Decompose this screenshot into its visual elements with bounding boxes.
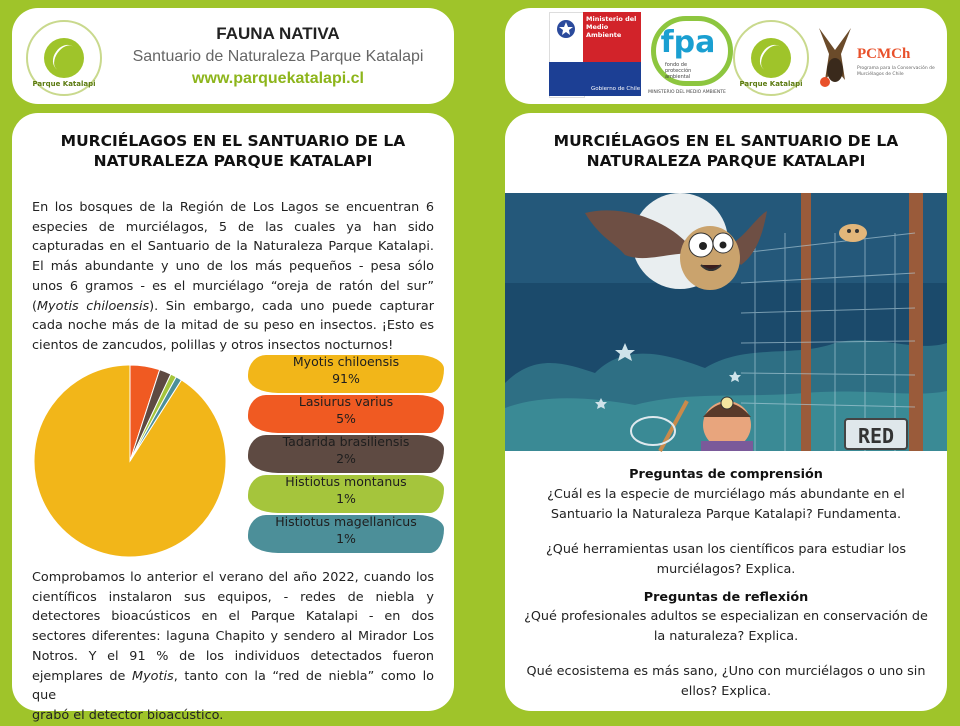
legend-percentage: 1% (336, 531, 356, 546)
title-line: NATURALEZA PARQUE KATALAPI (586, 152, 866, 170)
ministry-line: Ambiente (586, 31, 622, 39)
title-line: MURCIÉLAGOS EN EL SANTUARIO DE LA (60, 132, 406, 150)
left-info-card (12, 113, 454, 723)
legend-percentage: 1% (336, 491, 356, 506)
comprehension-question-2 (515, 540, 937, 580)
legend-entry (248, 433, 444, 467)
fpa-logo (647, 14, 727, 98)
reflection-heading: Preguntas de reflexión (643, 590, 809, 605)
bat-icon (813, 24, 857, 90)
website-link[interactable]: www.parquekatalapi.cl (192, 70, 364, 87)
question-line: ¿Cuál es la especie de murciélago más abundante en el (547, 487, 905, 502)
closing-paragraph (32, 568, 434, 726)
text-line: especies de murciélagos, 5 de las cuales ya han sido (32, 219, 434, 235)
pcmch-logo (813, 24, 943, 94)
legend-label: Myotis chiloensis (292, 354, 400, 369)
pcmch-caption: Programa para la Conservación de Murciélagos de Chile (857, 66, 935, 77)
katalapi-logo (26, 20, 102, 96)
question-line: murciélagos? Explica. (656, 562, 796, 577)
bat-net-illustration (505, 193, 947, 451)
text-line: detectores bioacústicos en el Parque Katalapi - en dos (32, 609, 434, 625)
species-pie-chart (32, 363, 228, 559)
text-line: científicos instalaron sus equipos, - redes de niebla y (32, 589, 434, 605)
fpa-caption: fondo de protección ambiental (665, 62, 692, 80)
text-line: En los bosques de la Región de Los Lagos se encuentran 6 (32, 200, 434, 215)
ministry-logo (549, 12, 641, 96)
card-title (529, 131, 923, 171)
net-sign (845, 419, 907, 449)
reflection-question-2 (515, 662, 937, 702)
legend-percentage: 2% (336, 451, 356, 466)
legend-label: Histiotus montanus (285, 474, 407, 489)
legend-label: Tadarida brasiliensis (282, 434, 410, 449)
net-pole (909, 193, 923, 451)
comprehension-heading: Preguntas de comprensión (629, 467, 823, 482)
fpa-footer: MINISTERIO DEL MEDIO AMBIENTE (648, 90, 726, 95)
header-subtitle: Santuario de Naturaleza Parque Katalapi (132, 48, 424, 65)
text-line: (Myotis chiloensis). Sin embargo, cada uno puede capturar (32, 298, 434, 314)
text-line: grabó el detector bioacústico. (32, 707, 224, 723)
legend-entry (248, 393, 444, 427)
card-title (36, 131, 430, 171)
text-line: sectores diferentes: laguna Chapito y sendero al Mirador Los (32, 629, 434, 645)
text-line: Comprobamos lo anterior el verano del año 2022, cuando los (32, 570, 434, 585)
text-line: cientos de zancudos, polillas y otros insectos nocturnos! (32, 337, 394, 353)
header-left-card (12, 8, 454, 104)
legend-label: Lasiurus varius (298, 394, 394, 409)
coat-of-arms-icon (555, 18, 577, 40)
question-line: ¿Qué herramientas usan los científicos para estudiar los (545, 542, 907, 557)
text-line: ejemplares de Myotis, tanto con la “red de niebla” como lo que (32, 668, 434, 704)
text-line: unos 6 gramos - es el murciélago “oreja de ratón del sur” (32, 278, 434, 294)
intro-paragraph (32, 198, 434, 356)
legend-label: Histiotus magellanicus (275, 514, 417, 529)
question-line: la naturaleza? Explica. (653, 629, 799, 644)
question-line: ¿Qué profesionales adultos se especializan en conservación de (524, 609, 928, 624)
text-line: capturadas en el Santuario de la Naturaleza Parque Katalapi. (32, 239, 434, 255)
logo-text: Parque Katalapi (739, 80, 803, 88)
question-line: Santuario la Naturaleza Parque Katalapi? Fundamenta. (550, 507, 902, 522)
legend-percentage: 91% (332, 371, 360, 386)
comprehension-question-1 (515, 485, 937, 525)
text-line: Notros. Y el 91 % de los individuos detectados fueron (32, 648, 434, 664)
legend-entry (248, 473, 444, 507)
sign-text: RED (857, 424, 895, 448)
ministry-line: Medio (586, 23, 609, 31)
legend-percentage: 5% (336, 411, 356, 426)
right-questions-card (505, 113, 947, 711)
legend-entry (248, 353, 444, 387)
header-title: FAUNA NATIVA (216, 24, 340, 43)
net-pole (801, 193, 811, 451)
fpa-letters: fpa (660, 25, 716, 60)
pcmch-name: PCMCh (857, 46, 911, 62)
ministry-footer: Gobierno de Chile (591, 86, 641, 92)
moth-icon (839, 224, 867, 242)
title-line: NATURALEZA PARQUE KATALAPI (93, 152, 373, 170)
katalapi-logo (733, 20, 809, 96)
reflection-question-1 (515, 607, 937, 647)
legend-entry (248, 513, 444, 547)
logo-text: Parque Katalapi (32, 80, 96, 88)
text-line: El más abundante y uno de los más pequeños - pesa sólo (32, 259, 434, 275)
ministry-line: Ministerio del (586, 15, 637, 23)
header-right-card (505, 8, 947, 104)
text-line: cada noche más de la mitad de su peso en insectos. ¡Esto es (32, 318, 434, 334)
question-line: Qué ecosistema es más sano, ¿Uno con murciélagos o uno sin (526, 664, 926, 679)
question-line: ellos? Explica. (680, 684, 772, 699)
title-line: MURCIÉLAGOS EN EL SANTUARIO DE LA (553, 132, 899, 150)
